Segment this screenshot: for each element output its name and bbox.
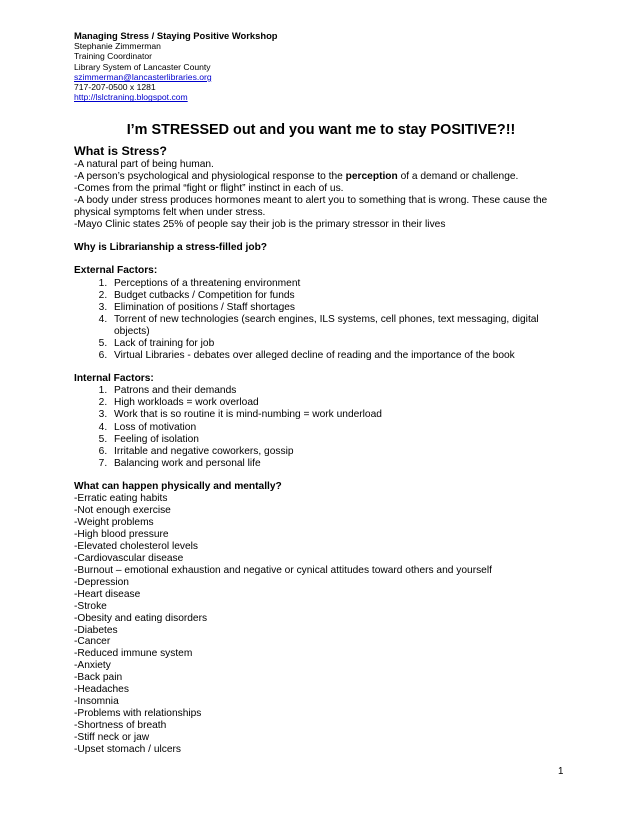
list-item: 6. Virtual Libraries - debates over alleged decline of reading and the importance of the book xyxy=(110,350,568,362)
list-item: -High blood pressure xyxy=(74,528,169,540)
list-item: -Back pain xyxy=(74,672,123,684)
list-item: -Cancer xyxy=(74,636,111,648)
list-item: -Weight problems xyxy=(74,516,154,528)
phone-number: 717-207-0500 x 1281 xyxy=(74,82,156,93)
list-item: -Reduced immune system xyxy=(74,648,193,660)
list-item: -Cardiovascular disease xyxy=(74,552,184,564)
stress-heading: What is Stress? xyxy=(74,143,167,158)
workshop-title: Managing Stress / Staying Positive Workshop xyxy=(74,30,278,41)
list-item: -Stroke xyxy=(74,600,107,612)
list-item: -Anxiety xyxy=(74,660,111,672)
list-item: -Depression xyxy=(74,576,129,588)
list-item: 1. Perceptions of a threatening environment xyxy=(110,278,568,290)
list-item: -Obesity and eating disorders xyxy=(74,612,208,624)
page-number: 1 xyxy=(558,766,564,777)
list-item: -Not enough exercise xyxy=(74,504,171,516)
main-title: I’m STRESSED out and you want me to stay POSITIVE?!! xyxy=(126,121,516,138)
effects-list xyxy=(74,493,568,756)
list-item: -Diabetes xyxy=(74,624,118,636)
list-item: 5. Feeling of isolation xyxy=(110,434,568,446)
list-item: 5. Lack of training for job xyxy=(110,338,568,350)
why-question: Why is Librarianship a stress-filled job? xyxy=(74,242,268,254)
author-org: Library System of Lancaster County xyxy=(74,61,211,72)
list-item: -Stiff neck or jaw xyxy=(74,732,150,744)
stress-line-1: -A natural part of being human. xyxy=(74,158,214,170)
list-item: -Elevated cholesterol levels xyxy=(74,540,199,552)
stress-line-5: -Mayo Clinic states 25% of people say their job is the primary stressor in their lives xyxy=(74,219,446,231)
list-item: 6. Irritable and negative coworkers, gossip xyxy=(110,446,568,458)
list-item: -Shortness of breath xyxy=(74,720,167,732)
list-item: -Problems with relationships xyxy=(74,708,202,720)
contact-header xyxy=(74,30,568,103)
blog-link[interactable]: http://lslctraning.blogspot.com xyxy=(74,92,188,103)
list-item: -Insomnia xyxy=(74,696,119,708)
email-link[interactable]: szimmerman@lancasterlibraries.org xyxy=(74,71,212,82)
list-item: 4. Torrent of new technologies (search engines, ILS systems, cell phones, text messaging, digital objects) xyxy=(110,314,568,338)
list-item: -Burnout – emotional exhaustion and negative or cynical attitudes toward others and yourself xyxy=(74,564,492,576)
stress-line-3: -Comes from the primal “fight or flight” instinct in each of us. xyxy=(74,182,344,194)
list-item: -Erratic eating habits xyxy=(74,493,168,505)
document-page xyxy=(74,30,568,756)
perception-emphasis: perception xyxy=(345,170,398,182)
effects-question: What can happen physically and mentally? xyxy=(74,480,282,492)
list-item: 3. Elimination of positions / Staff shortages xyxy=(110,302,568,314)
stress-definition xyxy=(74,159,568,232)
list-item: 7. Balancing work and personal life xyxy=(110,458,568,470)
list-item: 4. Loss of motivation xyxy=(110,422,568,434)
stress-line-2: -A person’s psychological and physiological response to the perception of a demand or challenge. xyxy=(74,170,519,182)
list-item: -Headaches xyxy=(74,684,129,696)
list-item: 3. Work that is so routine it is mind-numbing = work underload xyxy=(110,409,568,421)
author-role: Training Coordinator xyxy=(74,51,153,62)
list-item: -Heart disease xyxy=(74,588,141,600)
internal-factors-heading: Internal Factors: xyxy=(74,373,154,385)
list-item: 2. High workloads = work overload xyxy=(110,397,568,409)
list-item: 1. Patrons and their demands xyxy=(110,385,568,397)
internal-factors-list xyxy=(74,385,568,470)
list-item: -Upset stomach / ulcers xyxy=(74,744,182,756)
author-name: Stephanie Zimmerman xyxy=(74,41,161,51)
external-factors-heading: External Factors: xyxy=(74,265,158,277)
stress-line-4: -A body under stress produces hormones meant to alert you to something that is wrong. These cause the physical symptoms felt when under stress. xyxy=(74,195,548,219)
list-item: 2. Budget cutbacks / Competition for funds xyxy=(110,290,568,302)
external-factors-list xyxy=(74,278,568,363)
